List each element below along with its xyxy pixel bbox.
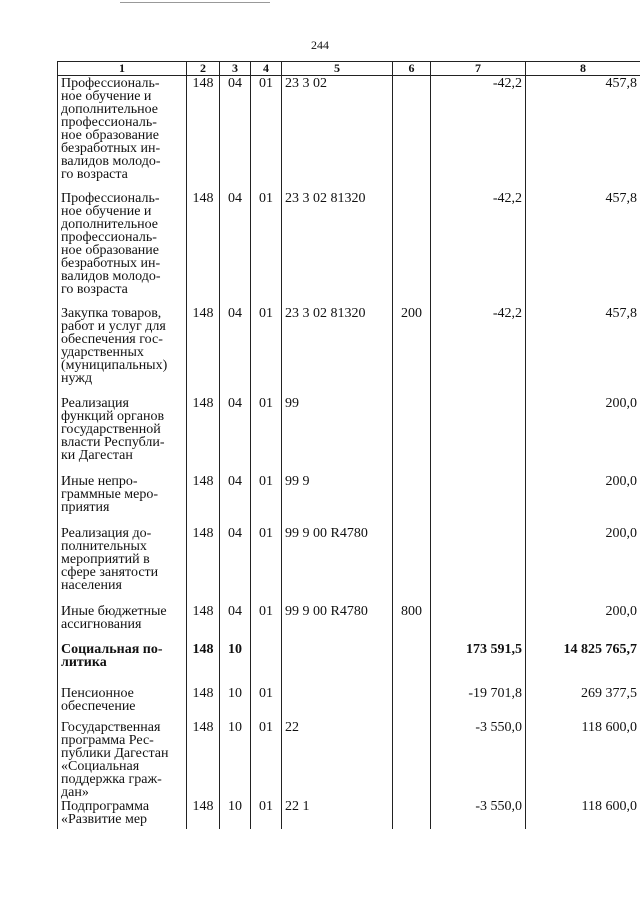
change-amount-cell: -42,2 [431, 76, 526, 191]
subsection-code-cell: 01 [251, 396, 282, 474]
row-name-line: функций органов [61, 408, 165, 424]
row-name-line: безработных ин- [61, 255, 161, 271]
target-article-cell: 23 3 02 81320 [282, 191, 393, 306]
row-name-line: Социальная по- [61, 641, 163, 657]
row-name-line: ударственных [61, 344, 144, 360]
total-amount-cell: 14 825 765,7 [526, 642, 640, 686]
admin-code-cell: 148 [187, 686, 220, 720]
expense-type-cell [393, 720, 431, 799]
table-row [58, 604, 640, 642]
expense-type-cell: 200 [393, 306, 431, 396]
total-amount-cell: 457,8 [526, 191, 640, 306]
column-header: 5 [282, 62, 393, 76]
row-name-cell [58, 720, 187, 799]
section-code-cell: 10 [220, 799, 251, 829]
table-row [58, 396, 640, 474]
row-name-line: Государственная [61, 719, 161, 735]
row-name-line: валидов молодо- [61, 268, 161, 284]
section-code-cell: 04 [220, 526, 251, 604]
admin-code-cell: 148 [187, 799, 220, 829]
expense-type-cell [393, 686, 431, 720]
row-name-line: валидов молодо- [61, 154, 161, 169]
row-name-cell [58, 604, 187, 642]
total-amount-cell: 457,8 [526, 306, 640, 396]
row-name-line: Закупка товаров, [61, 305, 162, 321]
row-name-line: дополнительное [61, 216, 158, 232]
table-header-row [58, 62, 640, 76]
row-name-line: ное обучение и [61, 203, 152, 219]
change-amount-cell: -42,2 [431, 191, 526, 306]
change-amount-cell: -19 701,8 [431, 686, 526, 720]
row-name-line: ное образование [61, 242, 159, 258]
row-name-line: «Развитие мер [61, 811, 148, 827]
table-row [58, 76, 640, 191]
table-row [58, 642, 640, 686]
table-row [58, 191, 640, 306]
row-name-line: граммные меро- [61, 486, 159, 502]
table-row [58, 799, 640, 829]
column-header: 4 [251, 62, 282, 76]
section-code-cell: 10 [220, 720, 251, 799]
target-article-cell: 23 3 02 81320 [282, 306, 393, 396]
row-name-line: поддержка граж- [61, 771, 162, 787]
target-article-cell: 99 9 [282, 474, 393, 526]
admin-code-cell: 148 [187, 306, 220, 396]
row-name-line: (муниципальных) [61, 357, 168, 373]
subsection-code-cell: 01 [251, 191, 282, 306]
row-name-cell [58, 306, 187, 396]
expense-type-cell [393, 642, 431, 686]
total-amount-cell: 200,0 [526, 396, 640, 474]
admin-code-cell: 148 [187, 76, 220, 191]
subsection-code-cell: 01 [251, 526, 282, 604]
row-name-line: публики Дагестан [61, 745, 169, 761]
total-amount-cell: 118 600,0 [526, 799, 640, 829]
column-header: 8 [526, 62, 640, 76]
expense-type-cell [393, 76, 431, 191]
row-name-line: профессиональ- [61, 229, 157, 245]
change-amount-cell [431, 474, 526, 526]
subsection-code-cell: 01 [251, 474, 282, 526]
row-name-line: дополнительное [61, 102, 158, 117]
row-name-cell [58, 396, 187, 474]
admin-code-cell: 148 [187, 396, 220, 474]
row-name-line: населения [61, 577, 122, 593]
row-name-line: ное образование [61, 128, 159, 143]
admin-code-cell: 148 [187, 474, 220, 526]
row-name-line: сфере занятости [61, 564, 159, 580]
target-article-cell: 99 9 00 R4780 [282, 604, 393, 642]
table-row [58, 306, 640, 396]
row-name-line: литика [61, 654, 107, 670]
row-name-cell [58, 799, 187, 829]
table-body [58, 76, 640, 829]
change-amount-cell [431, 604, 526, 642]
row-name-cell [58, 474, 187, 526]
budget-table [57, 61, 640, 829]
table-row [58, 526, 640, 604]
total-amount-cell: 200,0 [526, 526, 640, 604]
admin-code-cell: 148 [187, 191, 220, 306]
section-code-cell: 04 [220, 191, 251, 306]
expense-type-cell [393, 526, 431, 604]
row-name-line: обеспечения гос- [61, 331, 163, 347]
table-row [58, 686, 640, 720]
row-name-line: государственной [61, 421, 161, 437]
change-amount-cell: -3 550,0 [431, 799, 526, 829]
admin-code-cell: 148 [187, 642, 220, 686]
change-amount-cell: -42,2 [431, 306, 526, 396]
row-name-cell [58, 642, 187, 686]
table-row [58, 474, 640, 526]
row-name-line: Подпрограмма [61, 798, 150, 814]
change-amount-cell: -3 550,0 [431, 720, 526, 799]
row-name-line: Иные непро- [61, 473, 138, 489]
column-header: 3 [220, 62, 251, 76]
row-name-line: полнительных [61, 538, 147, 554]
total-amount-cell: 269 377,5 [526, 686, 640, 720]
section-code-cell: 04 [220, 396, 251, 474]
change-amount-cell: 173 591,5 [431, 642, 526, 686]
table-row [58, 720, 640, 799]
row-name-cell [58, 526, 187, 604]
column-header: 1 [58, 62, 187, 76]
expense-type-cell [393, 799, 431, 829]
expense-type-cell [393, 474, 431, 526]
subsection-code-cell: 01 [251, 306, 282, 396]
section-code-cell: 04 [220, 604, 251, 642]
expense-type-cell [393, 191, 431, 306]
row-name-cell [58, 76, 187, 191]
section-code-cell: 10 [220, 642, 251, 686]
row-name-line: Реализация [61, 395, 129, 411]
row-name-line: обеспечение [61, 698, 136, 714]
column-header: 7 [431, 62, 526, 76]
target-article-cell: 22 1 [282, 799, 393, 829]
expense-type-cell: 800 [393, 604, 431, 642]
row-name-line: мероприятий в [61, 551, 150, 567]
admin-code-cell: 148 [187, 604, 220, 642]
target-article-cell [282, 642, 393, 686]
row-name-line: власти Республи- [61, 434, 165, 450]
section-code-cell: 04 [220, 76, 251, 191]
row-name-line: Профессиональ- [61, 76, 160, 91]
column-header: 2 [187, 62, 220, 76]
column-header: 6 [393, 62, 431, 76]
row-name-line: го возраста [61, 167, 128, 182]
change-amount-cell [431, 396, 526, 474]
target-article-cell [282, 686, 393, 720]
total-amount-cell: 200,0 [526, 474, 640, 526]
section-code-cell: 04 [220, 306, 251, 396]
page-number: 244 [311, 38, 329, 52]
target-article-cell: 23 3 02 [282, 76, 393, 191]
row-name-line: Пенсионное [61, 685, 134, 701]
target-article-cell: 22 [282, 720, 393, 799]
subsection-code-cell: 01 [251, 604, 282, 642]
scan-top-line [120, 2, 270, 3]
change-amount-cell [431, 526, 526, 604]
row-name-cell [58, 191, 187, 306]
row-name-line: профессиональ- [61, 115, 157, 130]
row-name-cell [58, 686, 187, 720]
row-name-line: «Социальная [61, 758, 140, 774]
subsection-code-cell: 01 [251, 686, 282, 720]
row-name-line: Реализация до- [61, 525, 152, 541]
row-name-line: ассигнования [61, 616, 142, 632]
target-article-cell: 99 9 00 R4780 [282, 526, 393, 604]
row-name-line: дан» [61, 784, 89, 800]
admin-code-cell: 148 [187, 720, 220, 799]
row-name-line: ки Дагестан [61, 447, 133, 463]
subsection-code-cell: 01 [251, 799, 282, 829]
total-amount-cell: 200,0 [526, 604, 640, 642]
row-name-line: нужд [61, 370, 93, 386]
admin-code-cell: 148 [187, 526, 220, 604]
row-name-line: ное обучение и [61, 89, 152, 104]
subsection-code-cell: 01 [251, 76, 282, 191]
section-code-cell: 10 [220, 686, 251, 720]
subsection-code-cell: 01 [251, 720, 282, 799]
row-name-line: приятия [61, 499, 110, 515]
target-article-cell: 99 [282, 396, 393, 474]
row-name-line: безработных ин- [61, 141, 161, 156]
row-name-line: работ и услуг для [61, 318, 166, 334]
total-amount-cell: 457,8 [526, 76, 640, 191]
row-name-line: Профессиональ- [61, 190, 160, 206]
subsection-code-cell [251, 642, 282, 686]
row-name-line: Иные бюджетные [61, 603, 167, 619]
row-name-line: го возраста [61, 281, 128, 297]
total-amount-cell: 118 600,0 [526, 720, 640, 799]
row-name-line: программа Рес- [61, 732, 154, 748]
expense-type-cell [393, 396, 431, 474]
section-code-cell: 04 [220, 474, 251, 526]
